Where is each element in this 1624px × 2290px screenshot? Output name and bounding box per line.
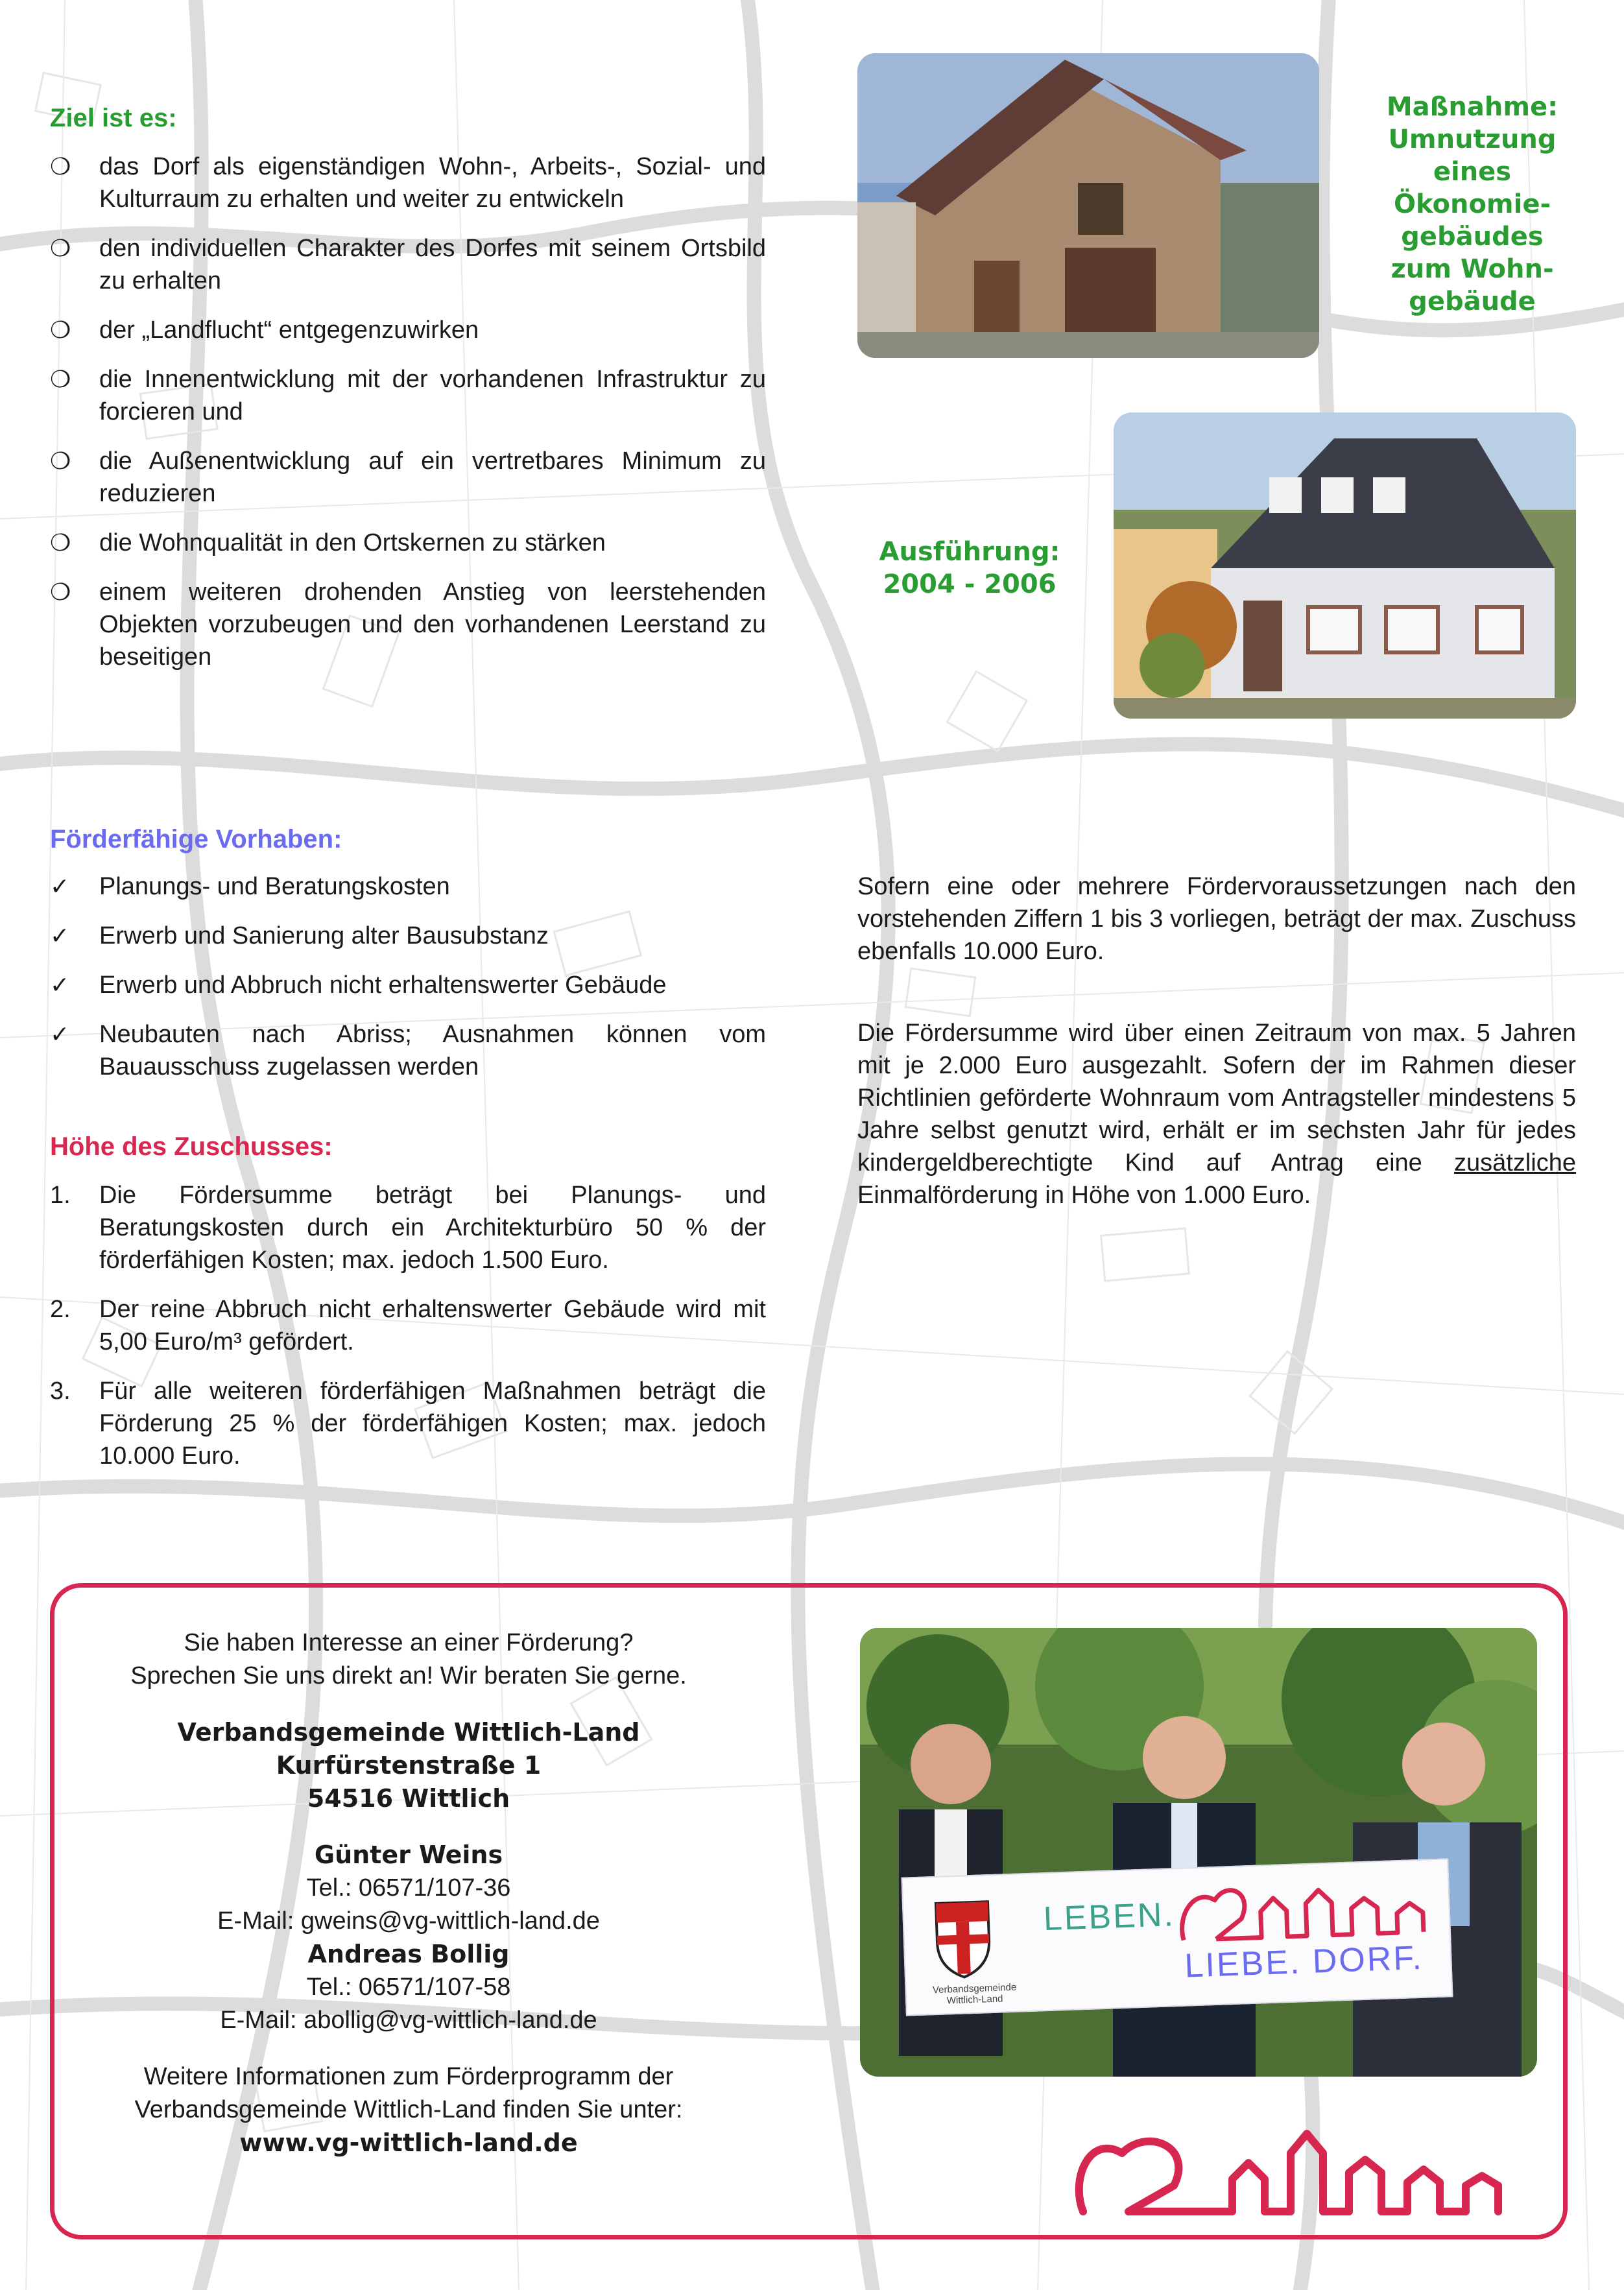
contact-org: Verbandsgemeinde Wittlich-Land	[177, 1718, 640, 1747]
list-item: ✓ Erwerb und Sanierung alter Bausubstanz	[50, 920, 766, 952]
banner-liebe-dorf: LIEBE. DORF.	[1184, 1938, 1424, 1985]
contact-city: 54516 Wittlich	[307, 1784, 510, 1813]
eligible-list	[50, 870, 766, 1100]
goals-heading: Ziel ist es:	[50, 104, 177, 132]
photo-old-barn	[857, 53, 1319, 358]
list-item: ✓ Neubauten nach Abriss; Ausnahmen können vom Bauausschuss zugelassen werden	[50, 1018, 766, 1083]
circle-bullet-icon: ❍	[50, 578, 71, 605]
contact-person-1-email[interactable]: E-Mail: gweins@vg-wittlich-land.de	[217, 1907, 600, 1935]
list-item: 1. Die Fördersumme beträgt bei Planungs- und Beratungskosten durch ein Architekturbüro 50 % der förderfähigen Kosten; max. jedoch 1.500 Euro.	[50, 1182, 766, 1274]
goals-list	[50, 150, 766, 690]
list-item: ❍ den individuellen Charakter des Dorfes mit seinem Ortsbild zu erhalten	[50, 232, 766, 297]
heart-skyline-logo-icon	[1070, 2121, 1524, 2224]
banner-leben: LEBEN.	[1042, 1896, 1176, 1938]
measure-caption: Maßnahme: Umnutzung eines Ökonomie- gebäudes zum Wohn- gebäude	[1386, 92, 1558, 316]
website-link[interactable]: www.vg-wittlich-land.de	[239, 2129, 578, 2157]
subsidy-paragraph-2: Die Fördersumme wird über einen Zeitraum von max. 5 Jahren mit je 2.000 Euro ausgezahlt. Sofern der im Rahmen dieser Richtlinien geförderte Wohnraum vom Antragsteller mindestens 5 Jahre selbst genutzt wird, erhält er im sechsten Jahr für jedes kindergeldberechtigte Kind auf Antrag eine zusätzliche Einmalförderung in Höhe von 1.000 Euro.	[857, 1020, 1576, 1209]
list-item: ❍ einem weiteren drohenden Anstieg von leerstehenden Objekten vorzubeugen und den vorhandenen Leerstand zu beseitigen	[50, 576, 766, 673]
circle-bullet-icon: ❍	[50, 153, 71, 180]
contact-person-2-email[interactable]: E-Mail: abollig@vg-wittlich-land.de	[220, 2007, 597, 2034]
banner-heart-skyline-icon	[1175, 1867, 1437, 1947]
list-item: ❍ der „Landflucht“ entgegenzuwirken	[50, 314, 766, 346]
circle-bullet-icon: ❍	[50, 447, 71, 474]
more-info-1: Weitere Informationen zum Förderprogramm der	[143, 2063, 674, 2090]
contact-person-1-name: Günter Weins	[314, 1841, 503, 1869]
list-item: 2. Der reine Abbruch nicht erhaltenswerter Gebäude wird mit 5,00 Euro/m³ gefördert.	[50, 1296, 766, 1355]
subsidy-paragraphs	[857, 870, 1576, 1261]
contact-intro-1: Sie haben Interesse an einer Förderung?	[184, 1629, 634, 1656]
checkmark-icon: ✓	[50, 972, 70, 998]
subsidy-heading: Höhe des Zuschusses:	[50, 1132, 333, 1161]
circle-bullet-icon: ❍	[50, 366, 71, 392]
list-item: ✓ Erwerb und Abbruch nicht erhaltenswerter Gebäude	[50, 969, 766, 1001]
circle-bullet-icon: ❍	[50, 529, 71, 556]
banner	[902, 1858, 1453, 2016]
contact-person-2-name: Andreas Bollig	[307, 1940, 510, 1968]
list-item: ✓ Planungs- und Beratungskosten	[50, 870, 766, 903]
crest-logo	[929, 1895, 997, 1981]
crest-caption: Verbandsgemeinde Wittlich-Land	[932, 1981, 1017, 2007]
list-item: ❍ die Außenentwicklung auf ein vertretbares Minimum zu reduzieren	[50, 445, 766, 510]
eligible-heading: Förderfähige Vorhaben:	[50, 825, 342, 853]
list-item: ❍ die Innenentwicklung mit der vorhandenen Infrastruktur zu forcieren und	[50, 363, 766, 428]
contact-person-2-phone: Tel.: 06571/107-58	[306, 1974, 511, 2001]
list-item: ❍ die Wohnqualität in den Ortskernen zu stärken	[50, 527, 766, 559]
checkmark-icon: ✓	[50, 1021, 70, 1047]
execution-caption: Ausführung: 2004 - 2006	[879, 537, 1060, 599]
more-info-2: Verbandsgemeinde Wittlich-Land finden Sie unter:	[134, 2096, 683, 2123]
checkmark-icon: ✓	[50, 873, 70, 900]
list-item: ❍ das Dorf als eigenständigen Wohn-, Arbeits-, Sozial- und Kulturraum zu erhalten und weiter zu entwickeln	[50, 150, 766, 215]
contact-street: Kurfürstenstraße 1	[276, 1751, 542, 1780]
subsidy-paragraph-1: Sofern eine oder mehrere Fördervoraussetzungen nach den vorstehenden Ziffern 1 bis 3 vorliegen, beträgt der max. Zuschuss ebenfalls 10.000 Euro.	[857, 873, 1576, 965]
circle-bullet-icon: ❍	[50, 316, 71, 343]
photo-renovated-house	[1114, 412, 1576, 719]
circle-bullet-icon: ❍	[50, 235, 71, 261]
checkmark-icon: ✓	[50, 922, 70, 949]
subsidy-list	[50, 1179, 766, 1489]
contact-intro-2: Sprechen Sie uns direkt an! Wir beraten Sie gerne.	[130, 1662, 687, 1689]
contact-person-1-phone: Tel.: 06571/107-36	[306, 1874, 511, 1902]
contact-info	[84, 1627, 733, 2160]
list-item: 3. Für alle weiteren förderfähigen Maßnahmen beträgt die Förderung 25 % der förderfähigen Kosten; max. jedoch 10.000 Euro.	[50, 1378, 766, 1470]
